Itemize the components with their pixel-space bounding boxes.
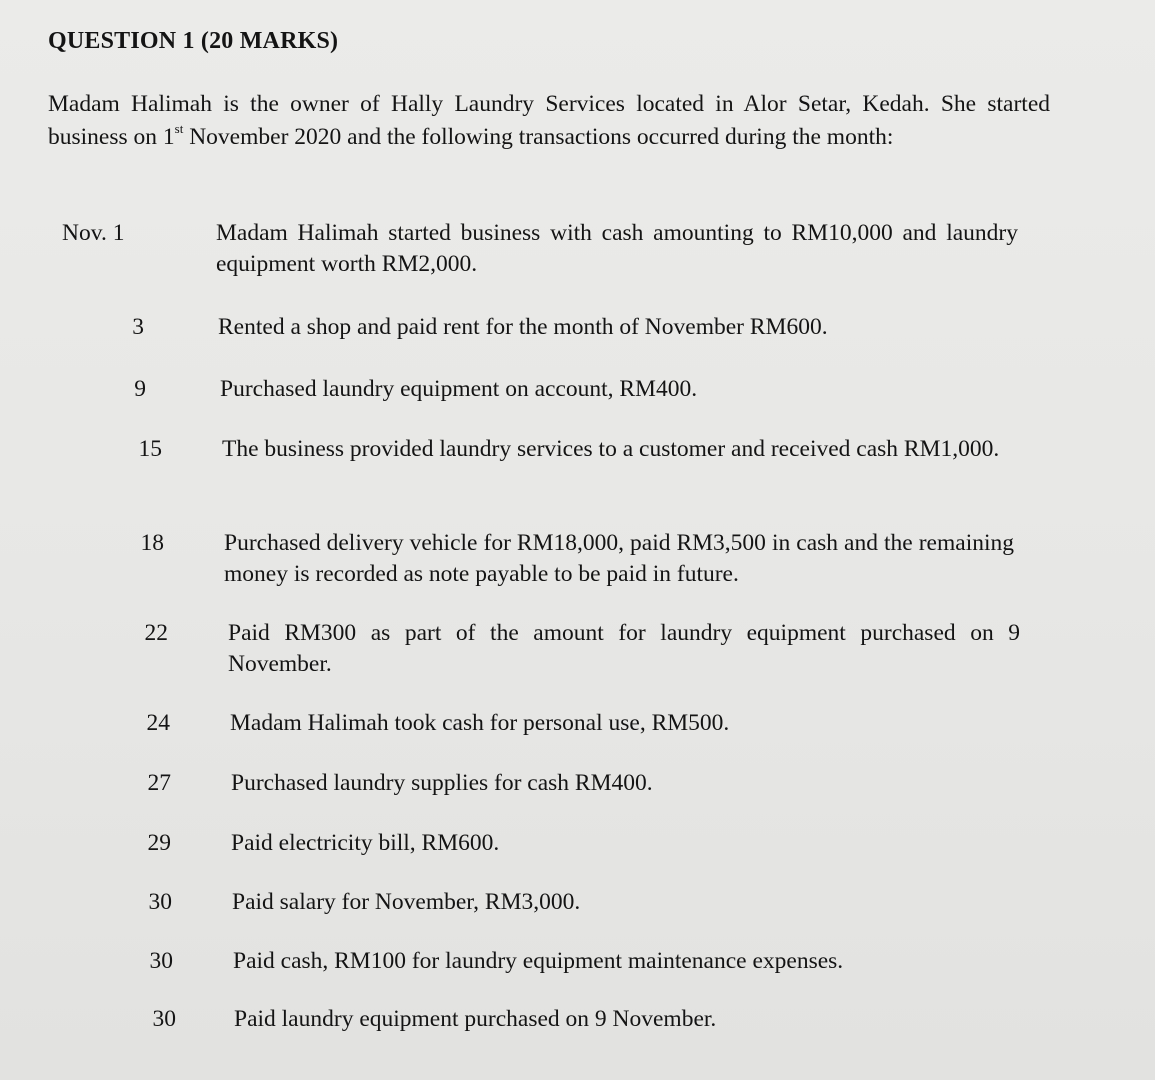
- transaction-day: 15: [138, 436, 162, 462]
- transaction-day: 22: [144, 620, 168, 646]
- transaction-day: 30: [149, 948, 173, 974]
- transaction-description: Purchased laundry supplies for cash RM400.: [231, 770, 653, 796]
- intro-text-start: Madam Halimah is the owner of Hally Laundry Services located in Alor Setar, Kedah. She started business on 1: [48, 91, 1050, 150]
- transaction-description: The business provided laundry services to a customer and received cash RM1,000.: [222, 436, 1000, 462]
- transaction-description: Paid cash, RM100 for laundry equipment maintenance expenses.: [233, 948, 844, 974]
- intro-text-end: November 2020 and the following transactions occurred during the month:: [183, 124, 894, 150]
- transaction-day: 30: [148, 889, 172, 915]
- month-date-label: Nov. 1: [62, 220, 125, 246]
- transaction-description: Paid electricity bill, RM600.: [231, 830, 500, 856]
- transaction-day: 9: [134, 376, 146, 402]
- transaction-description: Paid laundry equipment purchased on 9 November.: [234, 1006, 717, 1032]
- transaction-description: Paid RM300 as part of the amount for laundry equipment purchased on 9 November.: [228, 620, 1020, 677]
- transaction-description: Madam Halimah took cash for personal use, RM500.: [230, 710, 730, 736]
- transaction-day: 30: [152, 1006, 176, 1032]
- transaction-description: Purchased laundry equipment on account, RM400.: [220, 376, 698, 402]
- transaction-day: 24: [146, 710, 170, 736]
- transaction-description: Madam Halimah started business with cash amounting to RM10,000 and laundry equipment worth RM2,000.: [216, 220, 1018, 277]
- transaction-day: 27: [147, 770, 171, 796]
- intro-paragraph: [48, 88, 1050, 154]
- transaction-day: 3: [132, 314, 144, 340]
- transaction-day: 29: [147, 830, 171, 856]
- question-title: QUESTION 1 (20 MARKS): [48, 28, 339, 54]
- transaction-description: Purchased delivery vehicle for RM18,000, paid RM3,500 in cash and the remaining money is recorded as note payable to be paid in future.: [224, 530, 1014, 587]
- ordinal-suffix: st: [174, 121, 184, 137]
- transaction-day: 18: [140, 530, 164, 556]
- transaction-description: Paid salary for November, RM3,000.: [232, 889, 581, 915]
- transaction-description: Rented a shop and paid rent for the month of November RM600.: [218, 314, 828, 340]
